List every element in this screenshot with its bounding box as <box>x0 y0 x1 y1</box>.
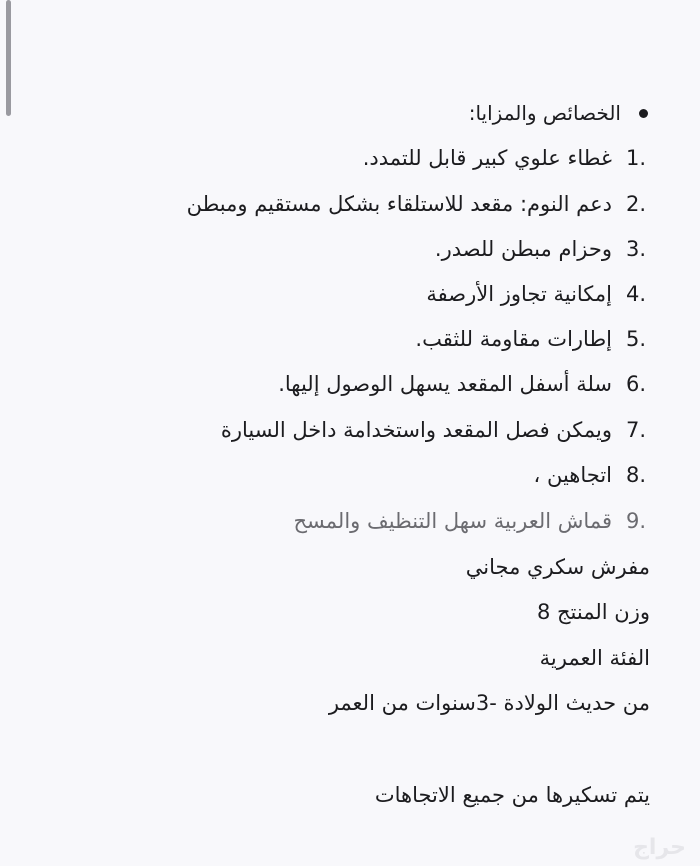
scroll-indicator[interactable] <box>6 0 11 116</box>
age-range-line: من حديث الولادة -3سنوات من العمر <box>328 691 650 715</box>
feature-item-5 <box>415 321 650 357</box>
feature-number: 2. <box>626 192 647 216</box>
feature-number: 1. <box>626 146 647 170</box>
features-heading-item <box>469 96 648 130</box>
feature-number: 7. <box>626 418 647 442</box>
feature-text: دعم النوم: مقعد للاستلقاء بشكل مستقيم ومبطن <box>186 192 612 216</box>
feature-number: 3. <box>626 237 647 261</box>
feature-number: 9. <box>626 509 647 533</box>
feature-number: 5. <box>626 327 647 351</box>
watermark-logo: حراج <box>633 835 686 860</box>
feature-item-4 <box>426 276 650 312</box>
feature-text: قماش العربية سهل التنظيف والمسح <box>293 509 612 533</box>
feature-item-2 <box>187 186 650 222</box>
feature-item-8 <box>534 457 650 493</box>
feature-item-6 <box>278 366 650 402</box>
feature-text: إمكانية تجاوز الأرصفة <box>426 282 612 306</box>
bullet-dot-icon <box>639 109 648 118</box>
product-weight-line: وزن المنتج 8 <box>536 600 650 624</box>
feature-text: اتجاهين ، <box>533 463 612 487</box>
feature-item-1 <box>363 140 650 176</box>
feature-text: سلة أسفل المقعد يسهل الوصول إليها. <box>278 372 612 396</box>
feature-item-9 <box>294 503 651 539</box>
feature-item-3 <box>435 231 650 267</box>
feature-text: إطارات مقاومة للثقب. <box>415 327 612 351</box>
age-group-heading: الفئة العمرية <box>539 646 650 670</box>
feature-item-7 <box>221 412 650 448</box>
feature-text: ويمكن فصل المقعد واستخدامة داخل السيارة <box>220 418 612 442</box>
feature-number: 6. <box>626 372 647 396</box>
closing-line: يتم تسكيرها من جميع الاتجاهات <box>374 783 650 807</box>
feature-text: وحزام مبطن للصدر. <box>434 237 612 261</box>
features-heading: الخصائص والمزايا: <box>468 101 621 125</box>
feature-number: 4. <box>626 282 647 306</box>
feature-number: 8. <box>626 463 647 487</box>
feature-text: غطاء علوي كبير قابل للتمدد. <box>362 146 612 170</box>
free-mattress-line: مفرش سكري مجاني <box>465 555 650 579</box>
